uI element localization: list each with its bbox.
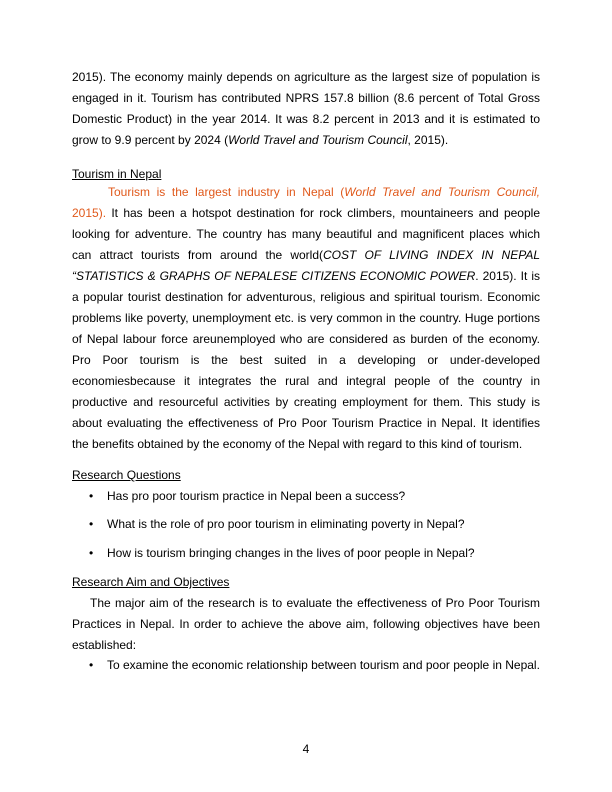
intro-paragraph xyxy=(72,67,540,151)
bullet-icon: • xyxy=(89,517,94,531)
tourism-body-2: . 2015). It is a popular tourist destination for adventurous, religious and spiritual tourism. Economic problems like poverty, unemployment etc. is very common in the country. Huge portions of Nepal labour force areunemployed who are considered as burden of the economy. Pro Poor tourism is the best suited in a developing or under-developed economiesbecause it integrates the rural and integral people of the country in productive and resourceful activities by creating employment for them. This study is about evaluating the effectiveness of Pro Poor Tourism Practice in Nepal. It identifies the benefits obtained by the economy of the Nepal with regard to this kind of tourism. xyxy=(72,269,540,451)
aims-text: The major aim of the research is to evaluate the effectiveness of Pro Poor Tourism Practices in Nepal. In order to achieve the above aim, following objectives have been established: xyxy=(72,596,540,652)
page-number: 4 xyxy=(302,742,310,756)
bullet-icon: • xyxy=(89,489,94,503)
bullet-icon: • xyxy=(89,546,94,560)
intro-citation: World Travel and Tourism Council xyxy=(228,133,408,147)
list-item xyxy=(89,514,540,535)
tourism-body-citation: COST OF LIVING INDEX IN NEPAL “STATISTICS & GRAPHS OF NEPALESE CITIZENS ECONOMIC POWER xyxy=(72,248,541,283)
list-item xyxy=(89,486,540,507)
section-heading-tourism: Tourism in Nepal xyxy=(72,167,162,181)
question-text: Has pro poor tourism practice in Nepal been a success? xyxy=(107,489,406,503)
aims-paragraph xyxy=(72,593,540,656)
section-heading-research-aims: Research Aim and Objectives xyxy=(72,575,230,589)
intro-text-1: 2015). The economy mainly depends on agriculture as the largest size of population is engaged in it. Tourism has contributed NPRS 157.8 billion (8.6 percent of Total Gross Domestic Product) in the year 2014. It was 8.2 percent in 2013 and it is estimated to grow to 9.9 percent by 2024 ( xyxy=(72,70,540,147)
list-item xyxy=(89,655,540,676)
list-item xyxy=(89,543,540,564)
question-text: How is tourism bringing changes in the lives of poor people in Nepal? xyxy=(107,546,475,560)
tourism-lead-citation: World Travel and Tourism Council, xyxy=(344,185,540,199)
tourism-lead: Tourism is the largest industry in Nepal ( xyxy=(108,185,345,199)
question-text: What is the role of pro poor tourism in eliminating poverty in Nepal? xyxy=(107,517,465,531)
tourism-paragraph xyxy=(72,182,540,455)
objective-text: To examine the economic relationship between tourism and poor people in Nepal. xyxy=(107,658,540,672)
tourism-lead-year: 2015). xyxy=(72,206,107,220)
bullet-icon: • xyxy=(89,658,94,672)
section-heading-research-questions: Research Questions xyxy=(72,468,181,482)
tourism-body-1: It has been a hotspot destination for rock climbers, mountaineers and people looking for adventure. The country has many beautiful and magnificent places which can attract tourists from around the world( xyxy=(72,206,540,262)
intro-text-2: , 2015). xyxy=(407,133,449,147)
